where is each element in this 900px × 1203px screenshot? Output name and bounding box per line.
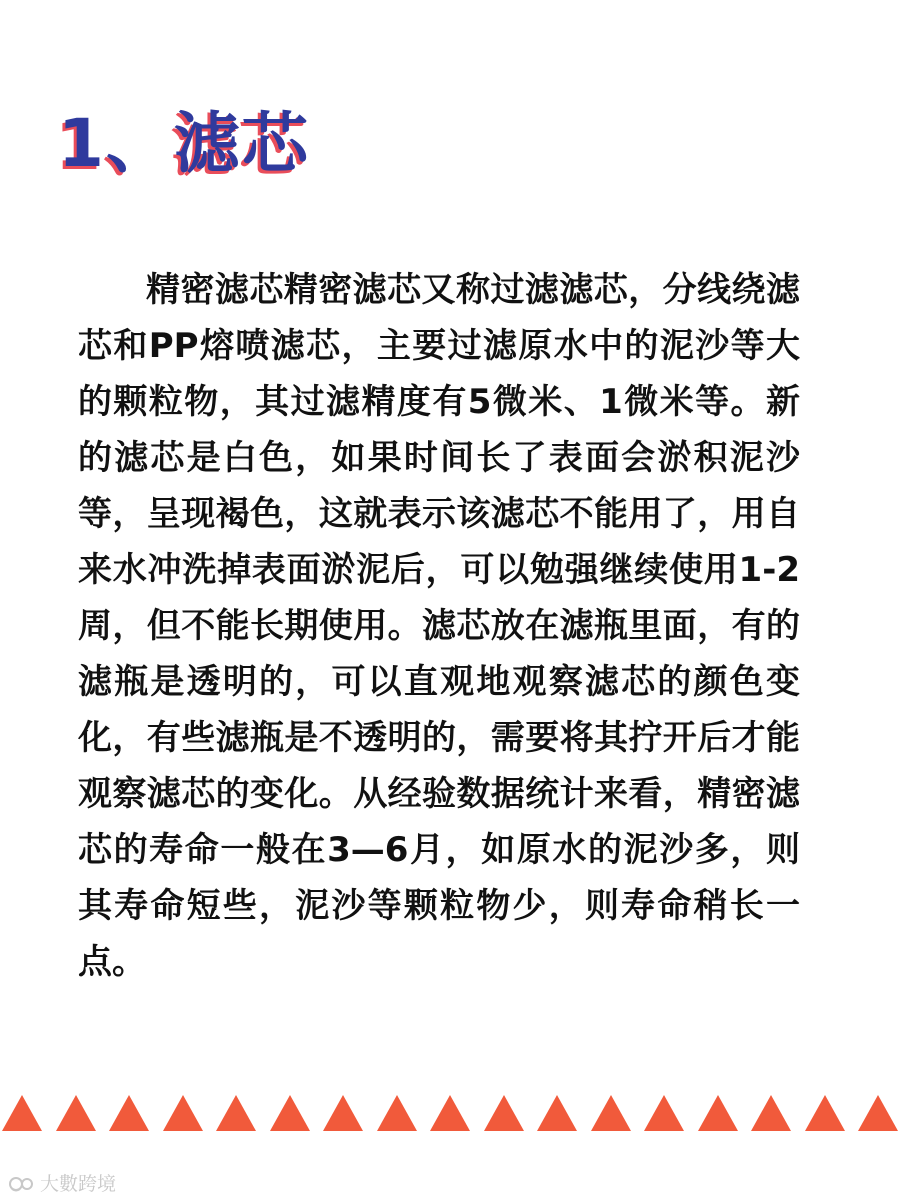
triangle-decoration xyxy=(2,1095,42,1131)
triangle-decoration xyxy=(858,1095,898,1131)
filter-description-paragraph: 精密滤芯精密滤芯又称过滤滤芯，分线绕滤芯和PP熔喷滤芯，主要过滤原水中的泥沙等大的颗粒物，其过滤精度有5微米、1微米等。新的滤芯是白色，如果时间长了表面会淤积泥沙等，呈现褐色，这就表示该滤芯不能用了，用自来水冲洗掉表面淤泥后，可以勉强继续使用1-2周，但不能长期使用。滤芯放在滤瓶里面，有的滤瓶是透明的，可以直观地观察滤芯的颜色变化，有些滤瓶是不透明的，需要将其拧开后才能观察滤芯的变化。从经验数据统计来看，精密滤芯的寿命一般在3—6月，如原水的泥沙多，则其寿命短些，泥沙等颗粒物少，则寿命稍长一点。 xyxy=(78,270,800,982)
triangle-decoration xyxy=(163,1095,203,1131)
triangle-decoration xyxy=(109,1095,149,1131)
page-title: 1、滤芯 xyxy=(58,105,310,182)
triangle-decoration xyxy=(644,1095,684,1131)
triangle-decoration xyxy=(56,1095,96,1131)
triangle-decoration xyxy=(537,1095,577,1131)
watermark-text: 大數跨境 xyxy=(40,1173,117,1195)
watermark xyxy=(8,1172,116,1196)
triangle-decoration xyxy=(698,1095,738,1131)
triangle-decoration xyxy=(377,1095,417,1131)
triangle-border-decoration xyxy=(0,1095,900,1135)
triangle-decoration xyxy=(751,1095,791,1131)
triangle-decoration xyxy=(216,1095,256,1131)
triangle-decoration xyxy=(430,1095,470,1131)
triangle-decoration xyxy=(805,1095,845,1131)
triangle-decoration xyxy=(591,1095,631,1131)
triangle-decoration xyxy=(270,1095,310,1131)
triangle-decoration xyxy=(323,1095,363,1131)
triangle-decoration xyxy=(484,1095,524,1131)
logo-icon xyxy=(8,1174,36,1194)
